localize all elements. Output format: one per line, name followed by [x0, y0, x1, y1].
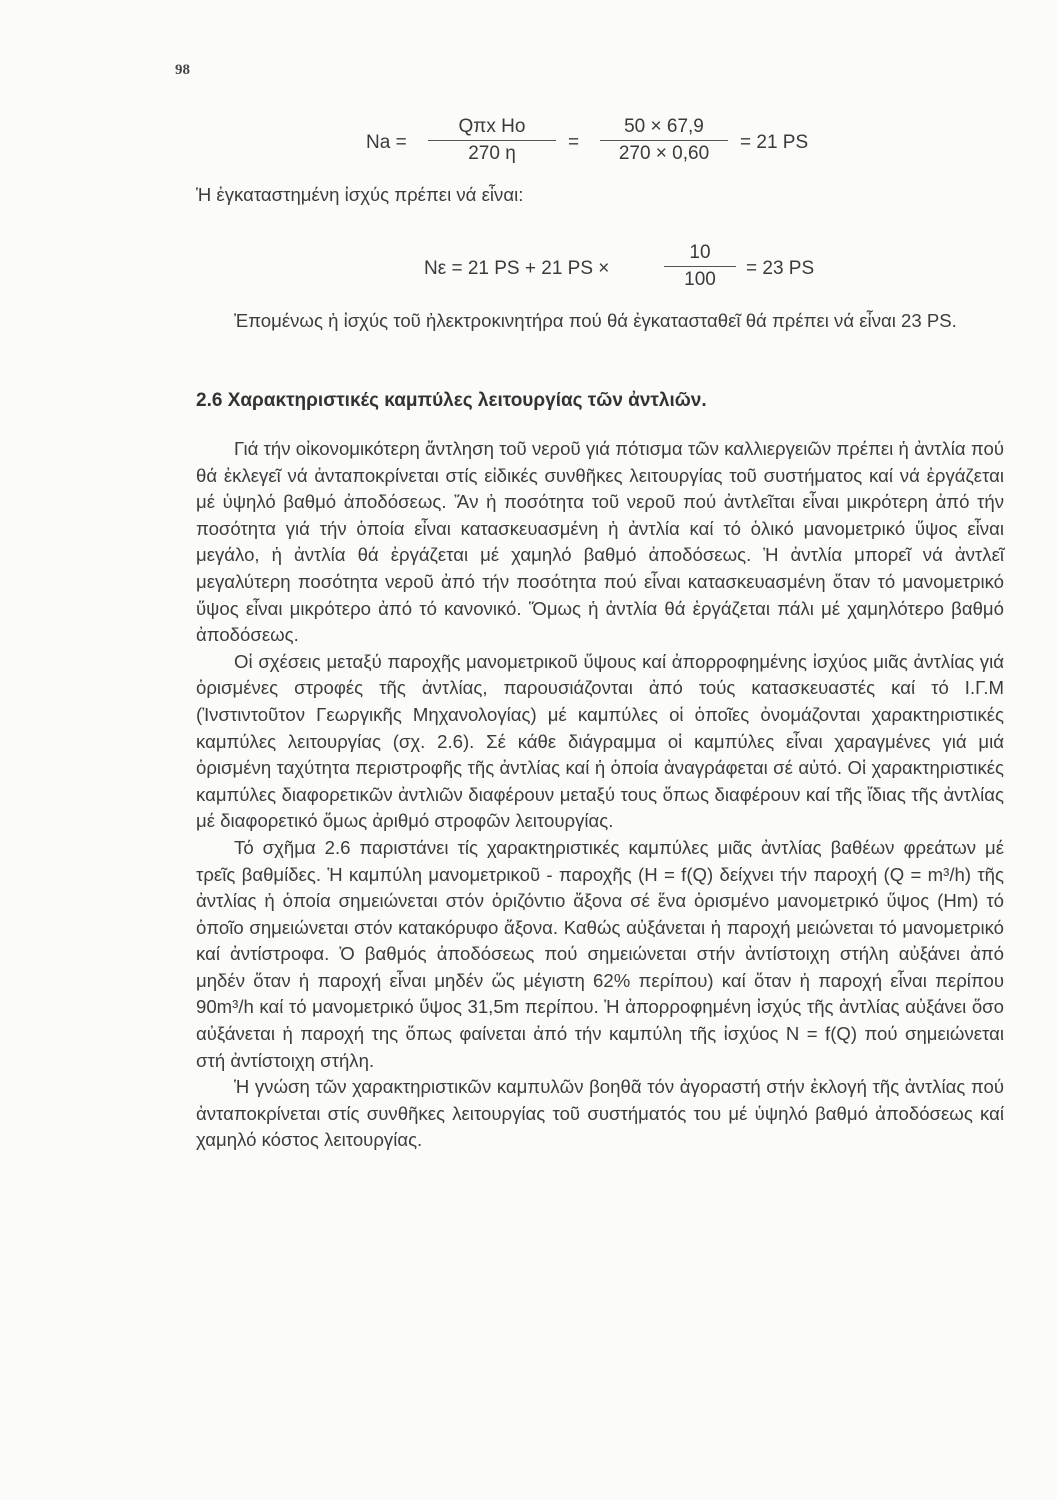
formula1-denominator-symbolic: 270 η: [468, 143, 516, 164]
page-number: 98: [175, 62, 190, 78]
section-heading: 2.6 Χαρακτηριστικές καμπύλες λειτουργίας τῶν ἀντλιῶν.: [196, 390, 707, 411]
formula1-result: = 21 PS: [740, 132, 809, 153]
text-motor-power-conclusion: Ἐπομένως ἡ ἰσχύς τοῦ ἠλεκτροκινητήρα πού θά ἐγκατασταθεῖ θά πρέπει νά εἶναι 23 PS.: [234, 310, 957, 331]
formula1-numerator-numeric: 50 × 67,9: [600, 116, 728, 141]
paragraph-1: Γιά τήν οἰκονομικότερη ἄντληση τοῦ νεροῦ γιά πότισμα τῶν καλλιεργειῶν πρέπει ἡ ἀντλία πού θά ἐκλεγεῖ νά ἀνταποκρίνεται στίς εἰδικές συνθῆκες λειτουργίας τοῦ συστήματος καί νά ἐργάζεται μέ ὑψηλό βαθμό ἀποδόσεως. Ἄν ἡ ποσότητα τοῦ νεροῦ πού ἀντλεῖται εἶναι μικρότερη ἀπό τήν ποσότητα γιά τήν ὁποία εἶναι κατασκευασμένη ἡ ἀντλία καί τό ὁλικό μανομετρικό ὕψος εἶναι μεγάλο, ἡ ἀντλία θά ἐργάζεται μέ χαμηλό βαθμό ἀποδόσεως. Ἡ ἀντλία μπορεῖ νά ἀντλεῖ μεγαλύτερη ποσότητα νεροῦ ἀπό τήν ποσότητα πού εἶναι κατασκευασμένη ὅταν τό μανομετρικό ὕψος εἶναι μικρότερο ἀπό τό κανονικό. Ὅμως ἡ ἀντλία θά ἐργάζεται πάλι μέ χαμηλότερο βαθμό ἀποδόσεως.: [196, 438, 1004, 646]
formula2-fraction: [664, 242, 736, 291]
formula1-denominator-numeric: 270 × 0,60: [618, 143, 710, 164]
paragraph-4: Ἡ γνώση τῶν χαρακτηριστικῶν καμπυλῶν βοηθᾶ τόν ἀγοραστή στήν ἐκλογή τῆς ἀντλίας πού ἀνταποκρίνεται στίς συνθῆκες λειτουργίας τοῦ συστήματός του μέ ὑψηλό βαθμό ἀποδόσεως καί χαμηλό κόστος λειτουργίας.: [196, 1076, 1004, 1151]
formula2-denominator: 100: [684, 269, 716, 290]
formula1-equals: =: [568, 132, 580, 153]
formula1-lhs: Na =: [366, 132, 407, 153]
paragraph-3: Τό σχῆμα 2.6 παριστάνει τίς χαρακτηριστικές καμπύλες μιᾶς ἀντλίας βαθέων φρεάτων μέ τρεῖς βαθμίδες. Ἡ καμπύλη μανομετρικοῦ - παροχῆς (H = f(Q) δείχνει τήν παροχή (Q = m³/h) τῆς ἀντλίας ἡ ὁποία σημειώνεται στόν ὁριζόντιο ἄξονα σέ ἕνα ὁρισμένο μανομετρικό ὕψος (Hm) τό ὁποῖο σημειώνεται στόν κατακόρυφο ἄξονα. Καθώς αὐξάνεται ἡ παροχή μειώνεται τό μανομετρικό καί ἀντίστροφα. Ὁ βαθμός ἀποδόσεως πού σημειώνεται στήν ἀντίστοιχη στήλη αὐξάνει ἀπό μηδέν ὅταν ἡ παροχή εἶναι μηδέν ὥς μέγιστη 62% περίπου) καί ὅταν ἡ παροχή εἶναι περίπου 90m³/h καί τό μανομετρικό ὕψος 31,5m περίπου. Ἡ ἀπορροφημένη ἰσχύς τῆς ἀντλίας αὐξάνει ὅσο αὐξάνεται ἡ παροχή της ὅπως φαίνεται ἀπό τήν καμπύλη τῆς ἰσχύος N = f(Q) πού σημειώνεται στή ἀντίστοιχη στήλη.: [196, 836, 1004, 1071]
body-text: [196, 436, 1004, 1154]
paragraph-2: Οἱ σχέσεις μεταξύ παροχῆς μανομετρικοῦ ὕψους καί ἀπορροφημένης ἰσχύος μιᾶς ἀντλίας γιά ὁρισμένες στροφές τῆς ἀντλίας, παρουσιάζονται ἀπό τούς κατασκευαστές καί τό Ι.Γ.Μ (Ἰνστιντοῦτον Γεωργικῆς Μηχανολογίας) μέ καμπύλες οἱ ὁποῖες ὀνομάζονται χαρακτηριστικές καμπύλες λειτουργίας (σχ. 2.6). Σέ κάθε διάγραμμα οἱ καμπύλες εἶναι χαραγμένες γιά μιά ὁρισμένη ταχύτητα περιστροφῆς τῆς ἀντλίας καί ἡ ὁποία ἀναγράφεται σέ αὐτό. Οἱ χαρακτηριστικές καμπύλες διαφορετικῶν ἀντλιῶν διαφέρουν μεταξύ τους ὅπως διαφέρουν καί τῆς ἴδιας τῆς ἀντλίας μέ διαφορετικό ὅμως ἀριθμό στροφῶν λειτουργίας.: [196, 650, 1004, 832]
formula2-result: = 23 PS: [746, 258, 815, 279]
formula2-numerator: 10: [664, 242, 736, 267]
text-installed-power-intro: Ἡ ἐγκαταστημένη ἰσχύς πρέπει νά εἶναι:: [196, 184, 524, 205]
formula1-numerator-symbolic: Qπx Ho: [428, 116, 556, 141]
formula2-lhs: Nε = 21 PS + 21 PS ×: [424, 258, 610, 279]
formula-motor-power: [0, 0, 1057, 310]
